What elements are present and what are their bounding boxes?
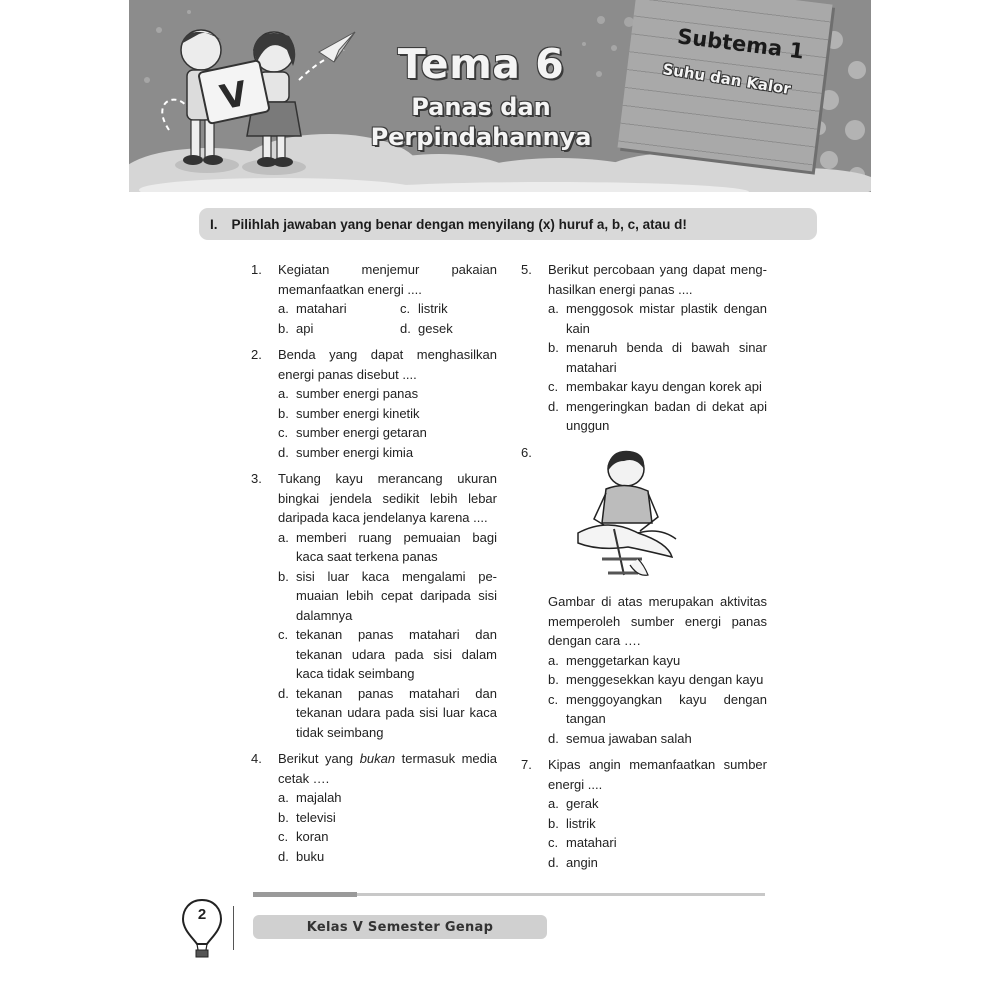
option-text: sumber energi getaran [296,425,427,440]
question-stem: Berikut percobaan yang dapat meng-hasilkan energi panas .... [548,262,767,297]
option-text: sumber energi panas [296,386,419,401]
question-stem: Benda yang dapat menghasilkan energi panas disebut .... [278,347,497,382]
instruction-bar [199,208,817,240]
question-1 [251,260,497,338]
option-text: angin [566,854,598,870]
option-letter: c. [548,379,559,394]
question-stem: Kipas angin memanfaatkan sumber energi .... [548,757,767,792]
option-letter: c. [278,627,289,642]
option-text: buku [296,848,325,864]
option-letter: a. [278,529,289,545]
option-text: semua jawaban salah [566,730,692,746]
option-a[interactable] [278,788,497,808]
option-b[interactable] [548,670,767,690]
option-b[interactable] [278,808,497,828]
option-text: mengeringkan badan di dekat api unggun [566,398,767,433]
option-c[interactable] [548,690,767,729]
option-b[interactable] [548,814,767,834]
option-d[interactable] [548,397,767,436]
option-letter: c. [548,691,559,707]
worksheet-page [129,0,871,1000]
option-d[interactable] [278,684,497,743]
question-6 [521,443,767,749]
header-banner [129,0,871,192]
option-b[interactable] [548,338,767,377]
option-d[interactable] [278,847,497,867]
option-text: matahari [296,301,347,316]
subtema-label: Subtema 1 [676,24,806,64]
stem-emphasis: bukan [359,751,396,766]
option-d[interactable] [548,729,767,749]
question-stem: Gambar di atas merupakan aktivitas memperoleh sumber energi panas dengan cara …. [548,594,767,648]
option-letter: b. [278,405,289,421]
tema-subtitle: Panas dan Perpindahannya [370,93,592,151]
option-d[interactable] [278,443,497,463]
stem-text: termasuk media cetak …. [278,751,498,786]
option-b[interactable] [278,404,497,424]
question-number: 5. [521,262,532,277]
option-text: televisi [296,809,336,825]
option-grid [278,299,497,338]
boy-rubbing-stick-illustration [568,447,688,581]
option-text: menggesekkan kayu dengan kayu [566,672,764,687]
option-letter: d. [548,398,559,414]
option-letter: d. [278,444,289,460]
option-text: gesek [418,320,453,336]
page-number: 2 [197,906,207,923]
option-letter: d. [548,854,559,870]
option-text: menaruh benda di bawah sinar matahari [566,340,767,375]
questions-right-column [521,260,767,879]
option-letter: c. [278,829,289,844]
option-text: menggoyangkan kayu dengan tangan [566,691,767,726]
option-text: menggetarkan kayu [566,652,681,668]
option-letter: d. [278,848,289,864]
question-stem [278,749,497,788]
option-text: api [296,320,314,336]
option-letter: c. [278,425,289,440]
option-a[interactable] [548,794,767,814]
question-stem: Tukang kayu merancang ukuran bingkai jendela sedikit lebih lebar daripada kaca jendelanya karena .... [278,471,497,525]
tema-title: Tema 6 [397,40,565,88]
option-letter: a. [548,652,559,668]
option-text: sisi luar kaca mengalami pe-muaian lebih cepat daripada sisi dalamnya [296,568,497,623]
paper-plane-icon [319,32,355,62]
option-letter: b. [278,809,289,825]
option-c[interactable] [278,625,497,684]
option-letter: a. [278,790,289,805]
option-letter: b. [548,340,559,355]
option-text: listrik [566,815,596,831]
option-a[interactable] [278,384,497,404]
question-stem: Kegiatan menjemur pakaian memanfaatkan energi .... [278,262,497,297]
instruction-text: Pilihlah jawaban yang benar dengan menyilang (x) huruf a, b, c, atau d! [231,216,687,232]
option-text: tekanan panas matahari dan tekanan udara pada sisi luar kaca tidak seimbang [296,685,497,740]
option-d[interactable] [400,319,518,339]
footer-divider-accent [253,892,357,897]
option-letter: c. [548,835,559,850]
option-letter: b. [548,815,559,831]
questions-left-column [251,260,497,873]
option-c[interactable] [400,299,518,319]
option-text: listrik [418,301,448,316]
question-2 [251,345,497,462]
option-a[interactable] [278,528,497,567]
option-a[interactable] [548,299,767,338]
sign-letter: V [216,73,251,119]
option-d[interactable] [548,853,767,873]
question-3 [251,469,497,742]
question-5 [521,260,767,436]
subtema-topic: Suhu dan Kalor [661,59,793,99]
question-4 [251,749,497,866]
option-letter: d. [278,685,289,701]
class-label: Kelas V Semester Genap [253,915,547,939]
option-letter: b. [548,672,559,687]
option-text: sumber energi kimia [296,444,414,460]
option-text: memberi ruang pemuaian bagi kaca saat terkena panas [296,529,497,564]
option-letter: b. [278,568,289,584]
option-a[interactable] [548,651,767,671]
question-number: 6. [521,444,532,460]
question-number: 4. [251,751,262,766]
option-c[interactable] [548,377,767,397]
question-number: 2. [251,347,262,362]
option-letter: d. [400,320,411,336]
option-text: membakar kayu dengan korek api [566,379,762,394]
question-number: 3. [251,471,262,486]
question-7 [521,755,767,872]
option-text: gerak [566,796,599,811]
option-text: majalah [296,790,342,805]
question-number: 1. [251,262,262,277]
option-text: tekanan panas matahari dan tekanan udara pada sisi dalam kaca tidak seimbang [296,627,497,681]
option-text: menggosok mistar plastik dengan kain [566,301,767,336]
option-letter: a. [548,796,559,811]
option-letter: c. [400,301,411,316]
option-c[interactable] [278,423,497,443]
option-b[interactable] [278,567,497,626]
option-text: sumber energi kinetik [296,405,420,421]
option-letter: b. [278,320,289,336]
option-c[interactable] [278,827,497,847]
option-letter: a. [278,386,289,401]
option-b[interactable] [278,319,400,339]
question-number: 7. [521,757,532,772]
option-a[interactable] [278,299,400,319]
option-letter: a. [278,301,289,316]
option-text: koran [296,829,329,844]
stem-text: Berikut yang [278,751,360,766]
option-letter: a. [548,301,559,316]
option-letter: d. [548,730,559,746]
footer-separator [233,906,234,950]
option-c[interactable] [548,833,767,853]
instruction-number: I. [210,216,218,232]
option-text: matahari [566,835,617,850]
